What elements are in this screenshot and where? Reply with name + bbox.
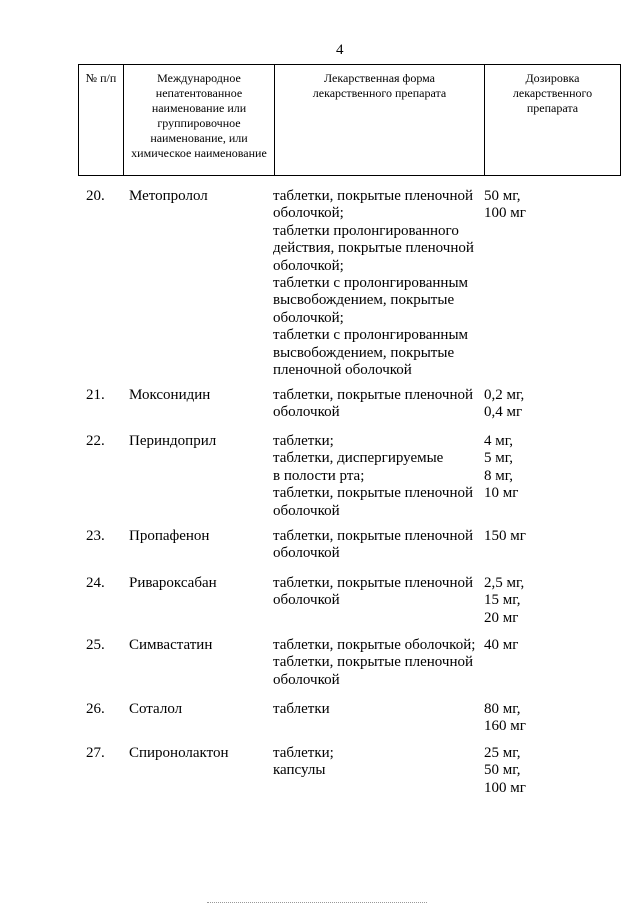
dosage — [484, 745, 614, 797]
dosage-line: 20 мг — [484, 609, 519, 626]
dosage-line: 8 мг, — [484, 467, 513, 484]
dosage-form-line: таблетки; — [273, 433, 334, 449]
dosage-form — [273, 188, 483, 379]
dosage-line: 2,5 мг, — [484, 575, 525, 591]
dosage-form — [273, 575, 483, 610]
dosage-form-line: высвобождением, покрытые — [273, 292, 455, 309]
dosage-form-line: таблетки, покрытые пленочной — [273, 387, 474, 403]
row-number: 27. — [86, 745, 105, 761]
header-name: Международное непатентованное наименование или группировочное наименование, или химическое наименование — [123, 65, 274, 175]
row-number: 23. — [86, 528, 105, 544]
dosage-form-line: оболочкой — [273, 671, 340, 688]
dosage-form-line: таблетки, покрытые пленочной — [273, 485, 474, 502]
dosage-line: 50 мг, — [484, 762, 521, 779]
dosage-form-line: оболочкой — [273, 502, 340, 519]
dosage-form-line: таблетки, покрытые пленочной — [273, 188, 474, 204]
dosage-line: 25 мг, — [484, 745, 521, 761]
dosage-form-line: таблетки с пролонгированным — [273, 275, 469, 292]
dosage-form — [273, 528, 483, 563]
dosage-line: 5 мг, — [484, 450, 513, 467]
dosage-line: 160 мг — [484, 718, 526, 735]
dosage-line: 80 мг, — [484, 701, 521, 717]
dosage-form-line: таблетки; — [273, 745, 334, 761]
drug-name: Спиронолактон — [129, 745, 229, 761]
dosage-form-line: таблетки — [273, 701, 330, 717]
dosage-form-line: таблетки, диспергируемые — [273, 450, 444, 467]
dosage-line: 0,2 мг, — [484, 387, 525, 403]
dosage-form-line: таблетки с пролонгированным — [273, 327, 469, 344]
drug-name: Ривароксабан — [129, 575, 217, 591]
dosage-line: 0,4 мг — [484, 404, 523, 421]
row-number: 26. — [86, 701, 105, 717]
dosage-form-line: в полости рта; — [273, 467, 365, 484]
dosage-form — [273, 637, 483, 689]
page-number: 4 — [336, 42, 344, 58]
dosage-form-line: таблетки, покрытые пленочной — [273, 575, 474, 591]
dosage-form-line: пленочной оболочкой — [273, 362, 412, 379]
dosage-form-line: таблетки пролонгированного — [273, 222, 459, 239]
dosage-form-line: оболочкой; — [273, 257, 344, 274]
drug-name: Моксонидин — [129, 387, 211, 403]
dosage-line: 10 мг — [484, 485, 519, 502]
row-number: 24. — [86, 575, 105, 591]
dosage-form-line: капсулы — [273, 762, 326, 779]
row-number: 22. — [86, 433, 105, 449]
dosage — [484, 575, 614, 627]
dosage-form — [273, 387, 483, 422]
drug-name: Пропафенон — [129, 528, 210, 544]
row-number: 20. — [86, 188, 105, 204]
row-number: 21. — [86, 387, 105, 403]
dosage-form-line: оболочкой; — [273, 309, 344, 326]
dosage-line: 40 мг — [484, 637, 519, 653]
dosage-form-line: оболочкой — [273, 592, 340, 609]
drug-name: Симвастатин — [129, 637, 213, 653]
dosage — [484, 188, 614, 223]
dosage — [484, 637, 614, 654]
drug-name: Соталол — [129, 701, 183, 717]
header-number: № п/п — [85, 71, 117, 85]
dosage-form — [273, 745, 483, 780]
header-form: Лекарственная форма лекарственного препарата — [274, 65, 484, 175]
dosage-form-line: таблетки, покрытые пленочной — [273, 528, 474, 544]
dosage-form — [273, 701, 483, 718]
dosage — [484, 528, 614, 545]
dosage-line: 4 мг, — [484, 433, 513, 449]
dosage-line: 150 мг — [484, 528, 526, 544]
drug-name: Периндоприл — [129, 433, 217, 449]
dosage-form-line: таблетки, покрытые оболочкой; — [273, 637, 476, 653]
dosage-form-line: таблетки, покрытые пленочной — [273, 654, 474, 671]
dosage-form-line: оболочкой — [273, 404, 340, 421]
dosage-line: 100 мг — [484, 205, 526, 222]
dosage-form-line: высвобождением, покрытые — [273, 344, 455, 361]
table-header — [78, 64, 621, 176]
dosage — [484, 701, 614, 736]
dosage-form — [273, 433, 483, 520]
dosage-line: 15 мг, — [484, 592, 521, 609]
scan-edge-mark — [207, 902, 427, 904]
dosage-line: 50 мг, — [484, 188, 521, 204]
dosage-form-line: действия, покрытые пленочной — [273, 240, 474, 257]
dosage-form-line: оболочкой — [273, 545, 340, 562]
drug-name: Метопролол — [129, 188, 208, 204]
dosage — [484, 433, 614, 503]
dosage-form-line: оболочкой; — [273, 205, 344, 222]
row-number: 25. — [86, 637, 105, 653]
header-dose: Дозировка лекарственного препарата — [484, 65, 620, 175]
dosage-line: 100 мг — [484, 779, 526, 796]
dosage — [484, 387, 614, 422]
